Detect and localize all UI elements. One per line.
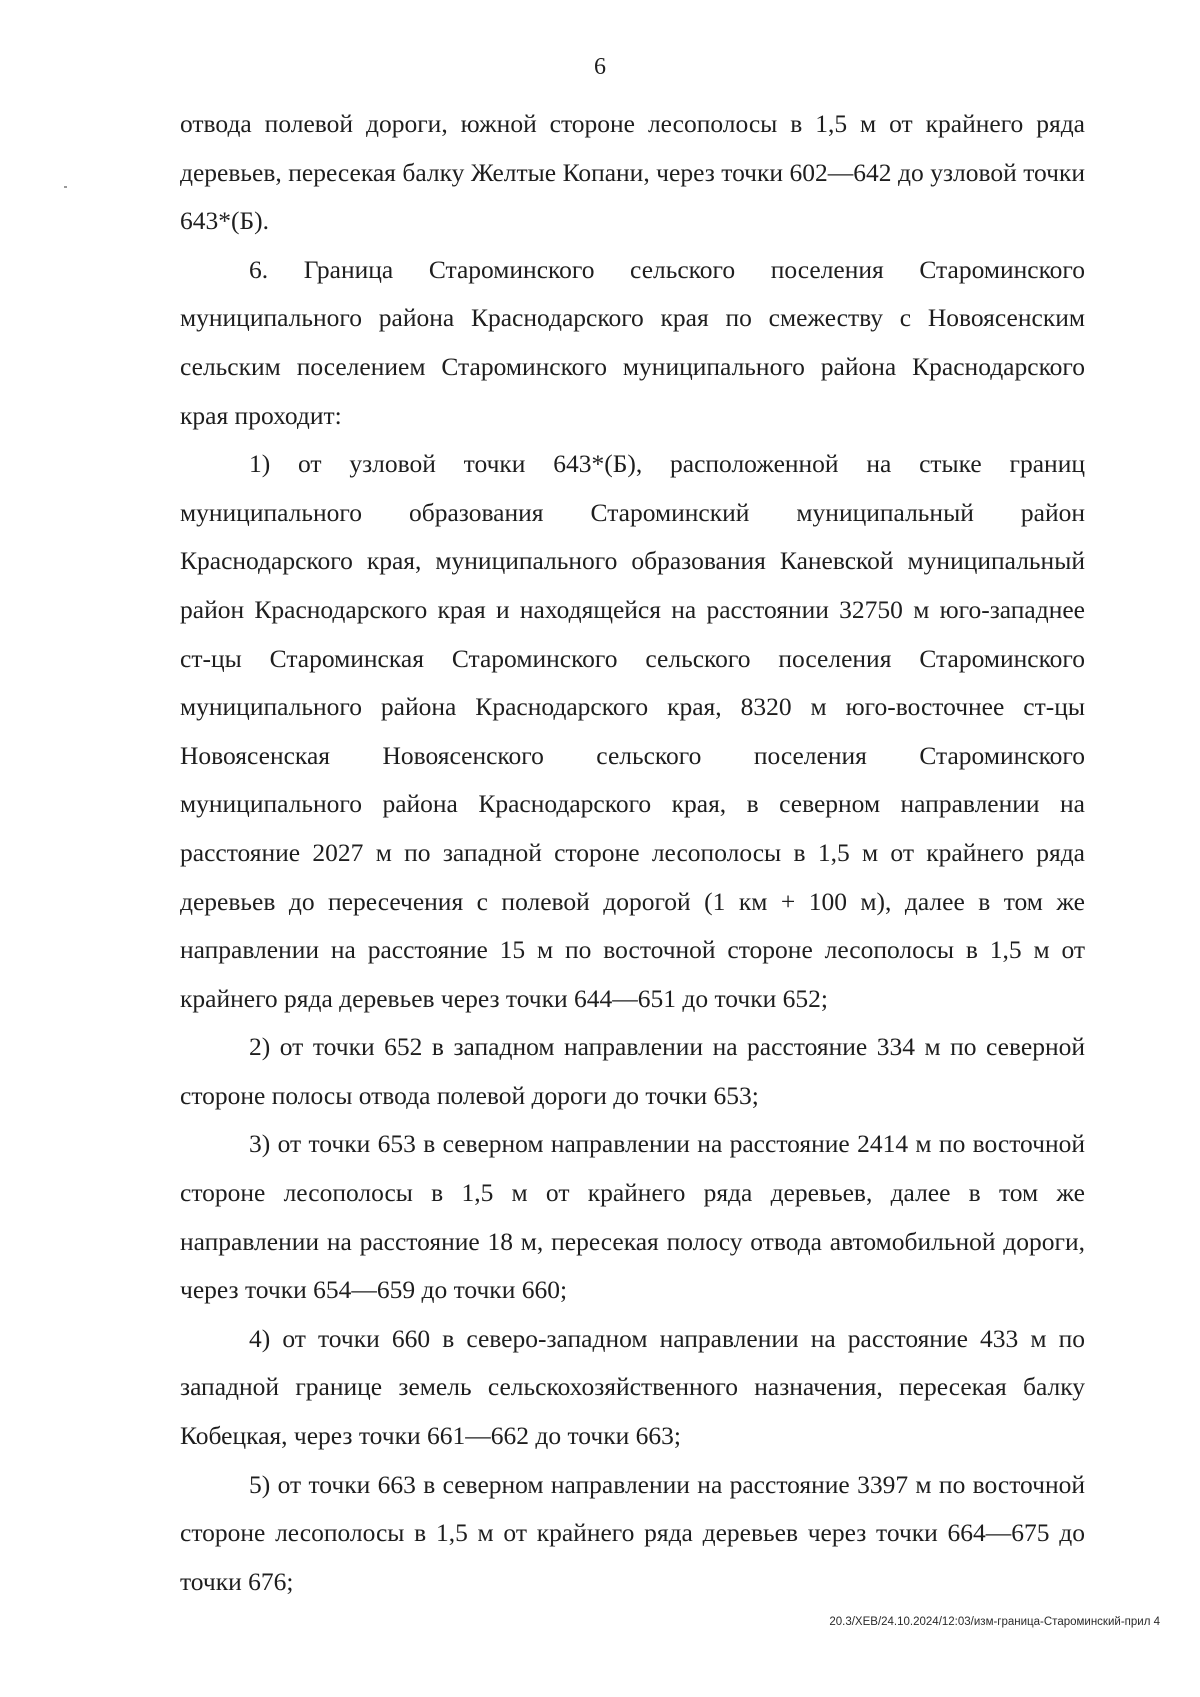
paragraph-item-3: 3) от точки 653 в северном направлении на расстояние 2414 м по восточной стороне лесополосы в 1,5 м от крайнего ряда деревьев, далее в том же направлении на расстояние 18 м, пересекая полосу отвода автомобильной дороги, через точки 654—659 до точки 660; xyxy=(180,1129,1085,1305)
paragraph-item-2: 2) от точки 652 в западном направлении на расстояние 334 м по северной стороне полосы отвода полевой дороги до точки 653; xyxy=(180,1032,1085,1110)
document-footer-code: 20.3/ХЕВ/24.10.2024/12:03/изм-граница-Староминский-прил 4 xyxy=(829,1616,1160,1628)
paragraph-continuation: отвода полевой дороги, южной стороне лесополосы в 1,5 м от крайнего ряда деревьев, пересекая балку Желтые Копани, через точки 602—642 до узловой точки 643*(Б). xyxy=(180,109,1085,236)
paragraph-item-5: 5) от точки 663 в северном направлении на расстояние 3397 м по восточной стороне лесополосы в 1,5 м от крайнего ряда деревьев через точки 664—675 до точки 676; xyxy=(180,1469,1085,1596)
document-body xyxy=(180,100,1085,1606)
scan-artifact xyxy=(64,186,67,188)
page-number: 6 xyxy=(594,54,606,80)
paragraph-section-6: 6. Граница Староминского сельского поселения Староминского муниципального района Краснодарского края по смежеству с Новоясенским сельским поселением Староминского муниципального района Краснодарского края проходит: xyxy=(180,254,1085,430)
paragraph-item-4: 4) от точки 660 в северо-западном направлении на расстояние 433 м по западной границе земель сельскохозяйственного назначения, пересекая балку Кобецкая, через точки 661—662 до точки 663; xyxy=(180,1323,1085,1451)
paragraph-item-1: 1) от узловой точки 643*(Б), расположенной на стыке границ муниципального образования Староминский муниципальный район Краснодарского края, муниципального образования Каневской муниципальный район Краснодарского края и находящейся на расстоянии 32750 м юго-западнее ст-цы Староминская Староминского сельского поселения Староминского муниципального района Краснодарского края, 8320 м юго-восточнее ст-цы Новоясенская Новоясенского сельского поселения Староминского муниципального района Краснодарского края, в северном направлении на расстояние 2027 м по западной стороне лесополосы в 1,5 м от крайнего ряда деревьев до пересечения с полевой дорогой (1 км + 100 м), далее в том же направлении на расстояние 15 м по восточной стороне лесополосы в 1,5 м от крайнего ряда деревьев через точки 644—651 до точки 652; xyxy=(180,449,1085,1013)
